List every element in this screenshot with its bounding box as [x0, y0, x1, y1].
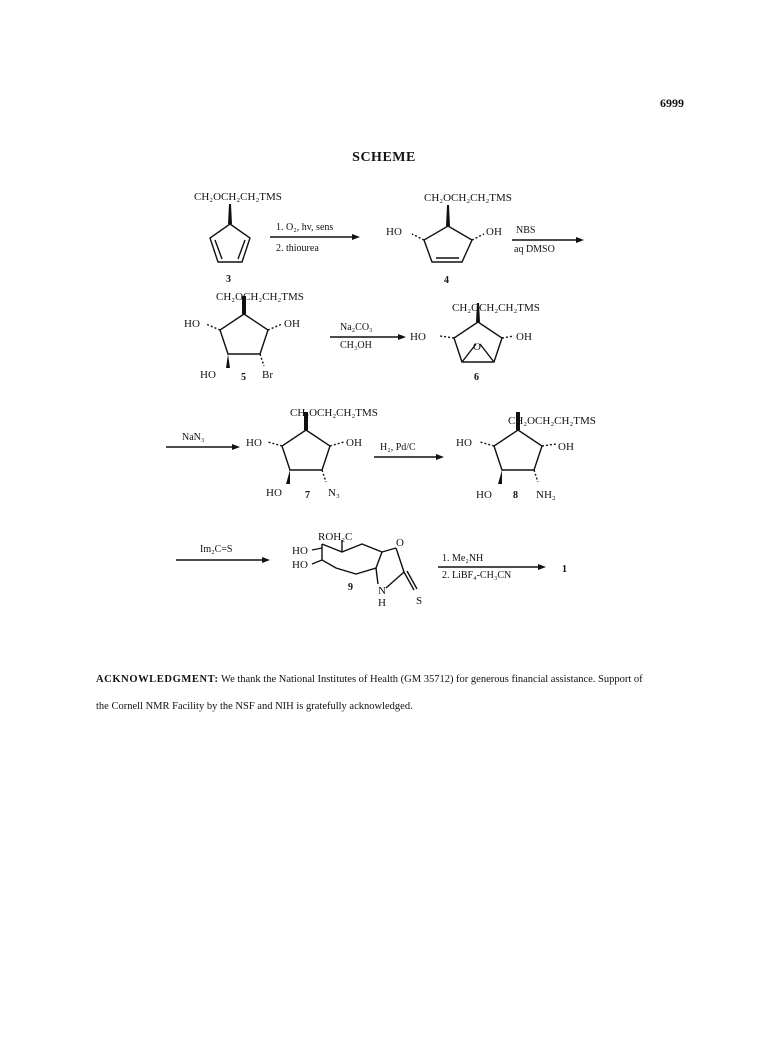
oh-4: OH [486, 226, 502, 238]
oh-8: OH [558, 441, 574, 453]
acknowledgment [96, 666, 656, 720]
side-chain-5: CH₂OCH₂CH₂TMS [216, 291, 304, 303]
side-chain-3: CH₂OCH₂CH₂TMS [194, 191, 282, 203]
ring-n-9: N [378, 585, 386, 597]
oh-5: OH [284, 318, 300, 330]
ho-9-top: HO [292, 545, 308, 557]
reagent-step3-a: Na₂CO₃ [340, 322, 373, 333]
compound-number-7: 7 [305, 490, 310, 501]
ho-9-bottom: HO [292, 559, 308, 571]
oh-7: OH [346, 437, 362, 449]
page-number: 6999 [660, 96, 684, 110]
reagent-step6: Im₂C=S [200, 544, 233, 555]
reagent-step4: NaN₃ [182, 432, 205, 443]
oh-6: OH [516, 331, 532, 343]
ho-7-bottom: HO [266, 487, 282, 499]
compound-number-9: 9 [348, 582, 353, 593]
acknowledgment-label: ACKNOWLEDGMENT: [96, 674, 219, 685]
compound-number-4: 4 [444, 275, 449, 286]
side-chain-7: CH₂OCH₂CH₂TMS [290, 407, 378, 419]
side-chain-6: CH₂OCH₂CH₂TMS [452, 302, 540, 314]
reagent-step2-b: aq DMSO [514, 244, 555, 255]
compound-4-structure [412, 205, 484, 262]
ring-h-9: H [378, 597, 386, 609]
reagent-step2-a: NBS [516, 225, 536, 236]
compound-3-structure [210, 204, 250, 262]
n3-7: N₃ [328, 487, 340, 499]
compound-number-5: 5 [241, 372, 246, 383]
reagent-step1-b: 2. thiourea [276, 243, 319, 254]
scheme-title: SCHEME [352, 150, 416, 165]
compound-7-structure [268, 412, 344, 484]
thione-s-9: S [416, 595, 423, 607]
ring-o-9: O [396, 537, 404, 549]
reagent-step1-a: 1. O₂, hv, sens [276, 222, 334, 233]
compound-5-structure [206, 296, 282, 368]
side-chain-4: CH₂OCH₂CH₂TMS [424, 192, 512, 204]
side-chain-8: CH₂OCH₂CH₂TMS [508, 415, 596, 427]
acknowledgment-text: We thank the National Institutes of Health (GM 35712) for generous financial assistance. Support of the Cornell NMR Facility by the NSF and NIH is gratefully acknowledged. [96, 674, 643, 712]
reagent-step7-b: 2. LiBF₄-CH₃CN [442, 570, 512, 581]
reagent-step5: H₂, Pd/C [380, 442, 416, 453]
reagent-step3-b: CH₃OH [340, 340, 372, 351]
roh2c-9: ROH₂C [318, 531, 353, 543]
ho-8-bottom: HO [476, 489, 492, 501]
compound-number-8: 8 [513, 490, 518, 501]
compound-number-3: 3 [226, 274, 231, 285]
ho-6: HO [410, 331, 426, 343]
ho-4: HO [386, 226, 402, 238]
br-5: Br [262, 369, 273, 381]
compound-number-1: 1 [562, 564, 567, 575]
nh2-8: NH₂ [536, 489, 556, 501]
compound-number-6: 6 [474, 372, 479, 383]
ho-5-top: HO [184, 318, 200, 330]
epoxide-o-6: O [473, 341, 481, 353]
reagent-step7-a: 1. Me₂NH [442, 553, 484, 564]
ho-7-top: HO [246, 437, 262, 449]
ho-8-top: HO [456, 437, 472, 449]
ho-5-bottom: HO [200, 369, 216, 381]
